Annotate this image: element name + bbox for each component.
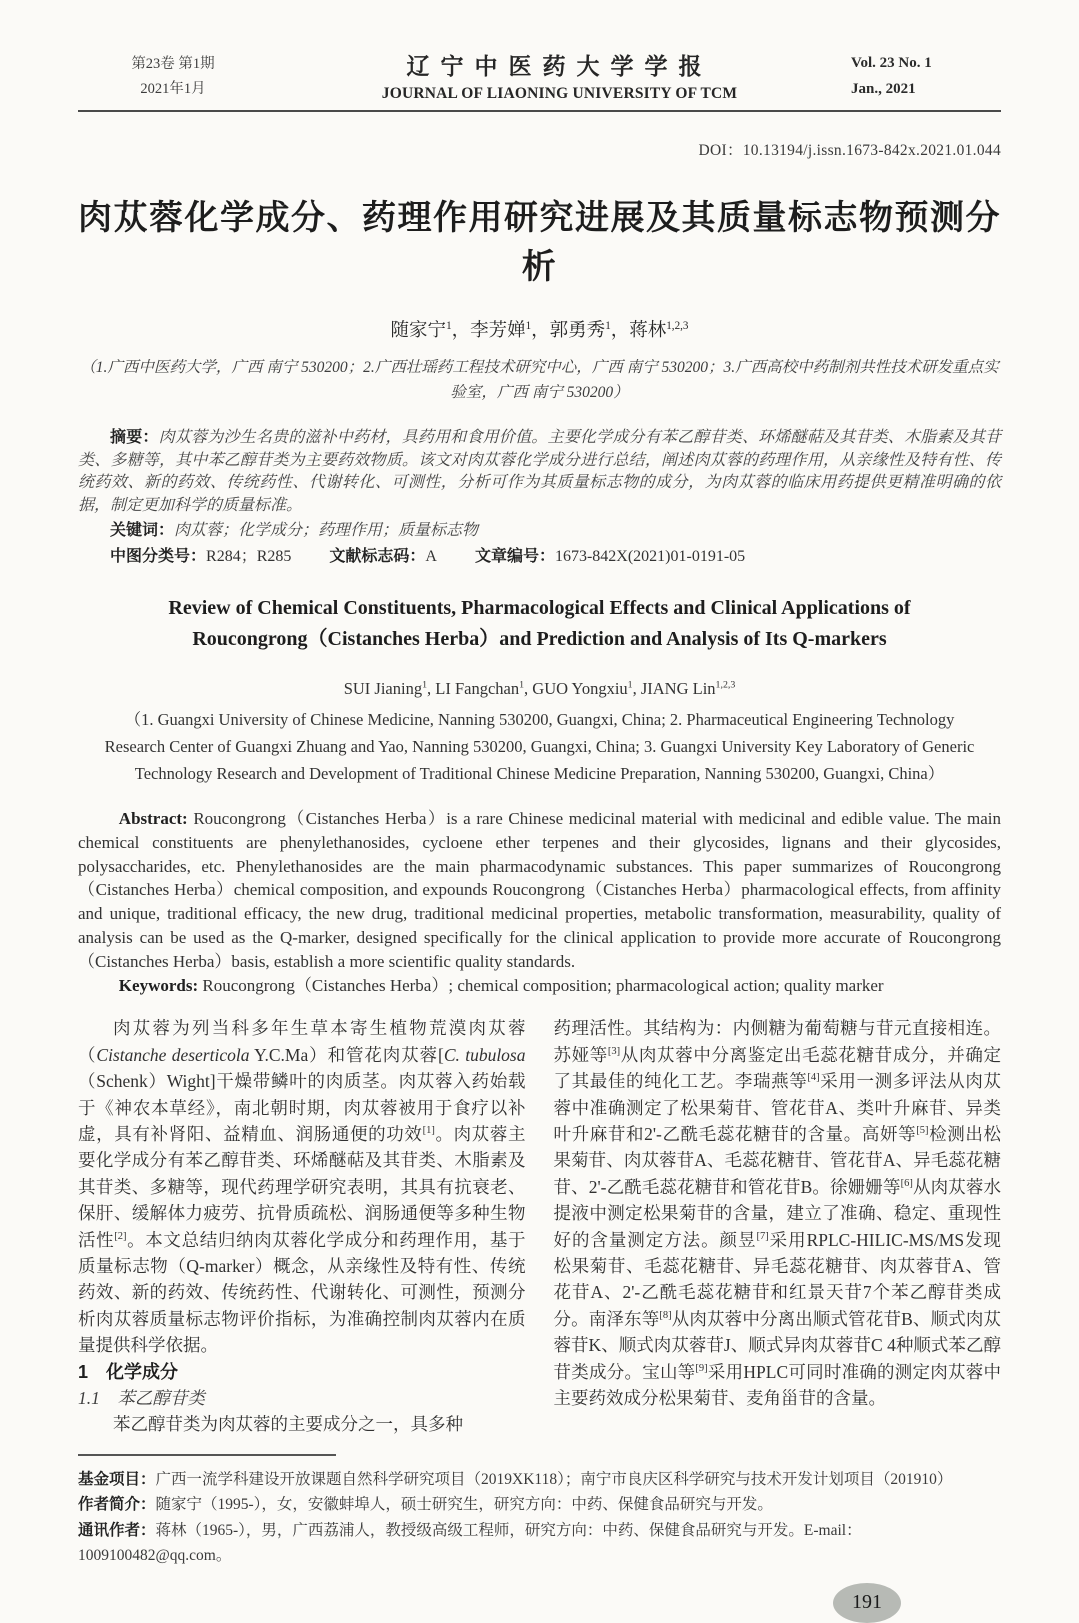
article-id-group [475, 548, 745, 565]
fund-label: 基金项目： [78, 1470, 156, 1488]
bio-label: 作者简介： [78, 1496, 156, 1514]
clc-group [110, 548, 291, 565]
corresponding-label: 通讯作者： [78, 1521, 156, 1539]
affiliations-en: （1. Guangxi University of Chinese Medicine, Nanning 530200, Guangxi, China; 2. Pharmaceutical Engineering Technology Research Center of Guangxi Zhuang and Yao, Nanning 530200, Guangxi, China; 3. Guangxi University Key Laboratory of Generic Technology Research and Development of Traditional Chinese Medicine Preparation, Nanning 530200, Guangxi, China） [104, 710, 975, 783]
authors-en: SUI Jianing$^1$, LI Fangchan$^1$, GUO Yongxiu$^1$, JIANG Lin$^{1,2,3}$ [343, 679, 736, 698]
clc-value: R284；R285 [206, 548, 292, 565]
masthead-rule [78, 110, 1001, 112]
keywords-en-text: Roucongrong（Cistanches Herba）; chemical composition; pharmacological action; quality marker [202, 975, 884, 995]
journal-title-en: JOURNAL OF LIAONING UNIVERSITY OF TCM [381, 85, 738, 102]
page-number: 191 [852, 1591, 882, 1614]
masthead-journal-block [268, 48, 851, 103]
article-title-cn: 肉苁蓉化学成分、药理作用研究进展及其质量标志物预测分析 [78, 199, 1001, 286]
keywords-cn-label: 关键词： [110, 522, 175, 539]
volume-issue-cn: 第23卷 第1期 [131, 56, 215, 72]
article-id-value: 1673-842X(2021)01-0191-05 [554, 548, 746, 565]
page-number-badge [833, 1583, 901, 1623]
body-column-left [78, 1015, 526, 1438]
bio-text: 随家宁（1995-），女，安徽蚌埠人，硕士研究生，研究方向：中药、保健食品研究与开发。 [155, 1496, 773, 1514]
doc-code-value: A [425, 548, 437, 565]
fund-text: 广西一流学科建设开放课题自然科学研究项目（2019XK118）；南宁市良庆区科学研究与技术开发计划项目（201910） [155, 1470, 953, 1488]
footnote-fund [78, 1467, 1001, 1493]
article-title-en-line1: Review of Chemical Constituents, Pharmacological Effects and Clinical Applications of [168, 597, 911, 619]
abstract-en-label: Abstract: [118, 809, 188, 828]
abstract-cn-label: 摘要： [110, 429, 159, 446]
body-paragraph-2-continued: 药理活性。其结构为：内侧糖为葡萄糖与苷元直接相连。苏娅等[3]从肉苁蓉中分离鉴定出毛蕊花糖苷成分，并确定了其最佳的纯化工艺。李瑞燕等[4]采用一测多评法从肉苁蓉中准确测定了松果菊苷、管花苷A、类叶升麻苷、异类叶升麻苷和2'-乙酰毛蕊花糖苷的含量。高妍等[5]检测出松果菊苷、肉苁蓉苷A、毛蕊花糖苷、管花苷A、异毛蕊花糖苷、2'-乙酰毛蕊花糖苷和管花苷B。徐姗姗等[6]从肉苁蓉水提液中测定松果菊苷的含量，建立了准确、稳定、重现性好的含量测定方法。颜昱[7]采用RPLC-HILIC-MS/MS发现松果菊苷、毛蕊花糖苷、异毛蕊花糖苷、肉苁蓉苷A、管花苷A、2'-乙酰毛蕊花糖苷和红景天苷7个苯乙醇苷类成分。南泽东等[8]从肉苁蓉中分离出顺式管花苷B、顺式肉苁蓉苷K、顺式肉苁蓉苷J、顺式异肉苁蓉苷C 4种顺式苯乙醇苷类成分。宝山等[9]采用HPLC可同时准确的测定肉苁蓉中主要药效成分松果菊苷、麦角甾苷的含量。 [553, 1018, 1002, 1409]
body-paragraph-1: 肉苁蓉为列当科多年生草本寄生植物荒漠肉苁蓉（Cistanche deserticola Y.C.Ma）和管花肉苁蓉[C. tubulosa（Schenk）Wight]干燥带鳞叶的肉质茎。肉苁蓉入药始载于《神农本草经》，南北朝时期，肉苁蓉被用于食疗以补虚，具有补肾阳、益精血、润肠通便的功效[1]。肉苁蓉主要化学成分有苯乙醇苷类、环烯醚萜及其苷类、木脂素及其苷类、多糖等，现代药理学研究表明，其具有抗衰老、保肝、缓解体力疲劳、抗骨质疏松、润肠通便等多种生物活性[2]。本文总结归纳肉苁蓉化学成分和药理作用，基于质量标志物（Q-marker）概念，从亲缘性及特有性、传统药效、新的药效、传统药性、代谢转化、可测性，预测分析肉苁蓉质量标志物评价指标，为准确控制肉苁蓉内在质量提供科学依据。 [78, 1018, 526, 1356]
article-id-label: 文章编号： [474, 548, 555, 565]
masthead-volume-block [78, 48, 268, 102]
corresponding-text: 蒋林（1965-），男，广西荔浦人，教授级高级工程师，研究方向：中药、保健食品研究与开发。E-mail：1009100482@qq.com。 [78, 1521, 862, 1565]
keywords-cn [78, 519, 1001, 542]
body-paragraph-2-start: 苯乙醇苷类为肉苁蓉的主要成分之一，具多种 [113, 1414, 463, 1435]
body-column-right [554, 1015, 1002, 1438]
date-en: Jan., 2021 [851, 81, 916, 97]
footnote-block [78, 1454, 1001, 1569]
keywords-cn-text: 肉苁蓉；化学成分；药理作用；质量标志物 [174, 522, 479, 539]
journal-title-cn: 辽宁中医药大学学报 [406, 53, 713, 79]
abstract-en-body: Roucongrong（Cistanches Herba）is a rare Chinese medicinal material with medicinal and edible value. The main chemical constituents are phenylethanosides, cycloene ether terpenes and their glycosides, lignans and their glycosides, polysaccharides, etc. Phenylethanosides are the main pharmacodynamic substances. This paper summarizes of Roucongrong（Cistanches Herba）chemical composition, and expounds Roucongrong（Cistanches Herba）pharmacological effects, from affinity and unique, traditional efficacy, the new drug, traditional medicinal properties, metabolic transformation, measurability, quality of analysis can be used as the Q-marker, designed specifically for the clinical application to provide more accurate of Roucongrong（Cistanches Herba）basis, establish a more scientific quality standards. [78, 809, 1001, 971]
clc-label: 中图分类号： [110, 548, 207, 565]
abstract-cn-text: 肉苁蓉为沙生名贵的滋补中药材，具药用和食用价值。主要化学成分有苯乙醇苷类、环烯醚萜及其苷类、木脂素及其苷类、多糖等，其中苯乙醇苷类为主要药效物质。该文对肉苁蓉化学成分进行总结，阐述肉苁蓉的药理作用，从亲缘性及特有性、传统药效、新的药效、传统药性、代谢转化、可测性，分析可作为其质量标志物的成分，为肉苁蓉的临床用药提供更精准明确的依据，制定更加科学的质量标准。 [78, 429, 1001, 514]
doc-code-group [329, 548, 437, 565]
keywords-en [78, 974, 1001, 998]
subsection-heading-1-1: 1.1 苯乙醇苷类 [78, 1388, 205, 1409]
footnote-bio [78, 1492, 1001, 1518]
footnote-divider [78, 1454, 336, 1456]
doi-line: DOI：10.13194/j.issn.1673-842x.2021.01.044 [698, 142, 1001, 159]
journal-masthead [78, 48, 1001, 103]
keywords-en-label: Keywords: [118, 975, 199, 995]
article-title-en [78, 593, 1001, 655]
authors-cn: 随家宁$^1$，李芳婵$^1$，郭勇秀$^1$，蒋林$^{1,2,3}$ [390, 319, 689, 341]
date-cn: 2021年1月 [140, 81, 206, 97]
affiliations-cn: （1.广西中医药大学，广西 南宁 530200；2.广西壮瑶药工程技术研究中心，广西 南宁 530200；3.广西高校中药制剂共性技术研发重点实验室，广西 南宁 530200） [80, 359, 999, 401]
masthead-vol-block [851, 48, 1001, 102]
body-columns [78, 1015, 1001, 1438]
article-title-en-line2: Roucongrong（Cistanches Herba）and Prediction and Analysis of Its Q-markers [192, 628, 887, 650]
section-heading-1: 1 化学成分 [78, 1361, 179, 1382]
footnote-corresponding [78, 1518, 1001, 1569]
abstract-cn [78, 427, 1001, 517]
clc-row [78, 545, 1001, 569]
vol-en: Vol. 23 No. 1 [851, 55, 932, 71]
doc-code-label: 文献标志码： [329, 548, 426, 565]
abstract-en [78, 807, 1001, 974]
